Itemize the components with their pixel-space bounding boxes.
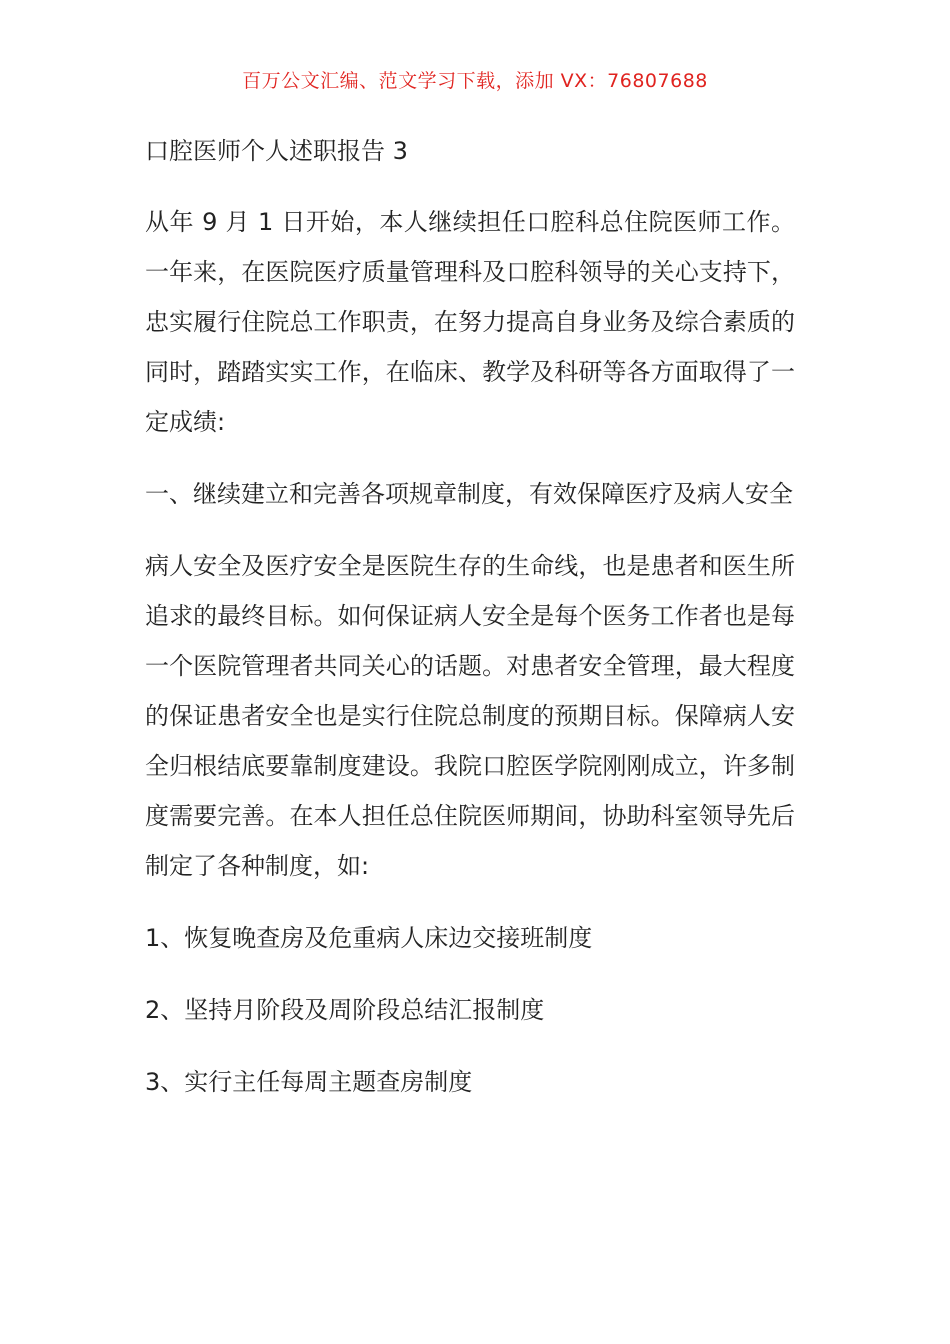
promo-header: 百万公文汇编、范文学习下载，添加 VX：76807688 [242, 70, 708, 92]
list-item: 2、坚持月阶段及周阶段总结汇报制度 [145, 996, 545, 1024]
intro-paragraph: 从年 9 月 1 日开始，本人继续担任口腔科总住院医师工作。一年来，在医院医疗质量管理科及口腔科领导的关心支持下，忠实履行住院总工作职责，在努力提高自身业务及综合素质的同时，踏踏实实工作，在临床、教学及科研等各方面取得了一定成绩: [145, 208, 795, 436]
document-body [145, 131, 795, 1129]
list-item: 1、恢复晚查房及危重病人床边交接班制度 [145, 924, 593, 952]
list-item: 3、实行主任每周主题查房制度 [145, 1068, 473, 1096]
section-heading-1: 一、继续建立和完善各项规章制度，有效保障医疗及病人安全 [145, 480, 793, 508]
document-title: 口腔医师个人述职报告 3 [145, 137, 408, 165]
section-1-paragraph: 病人安全及医疗安全是医院生存的生命线，也是患者和医生所追求的最终目标。如何保证病人安全是每个医务工作者也是每一个医院管理者共同关心的话题。对患者安全管理，最大程度的保证患者安全也是实行住院总制度的预期目标。保障病人安全归根结底要靠制度建设。我院口腔医学院刚刚成立，许多制度需要完善。在本人担任总住院医师期间，协助科室领导先后制定了各种制度，如: [145, 552, 795, 880]
